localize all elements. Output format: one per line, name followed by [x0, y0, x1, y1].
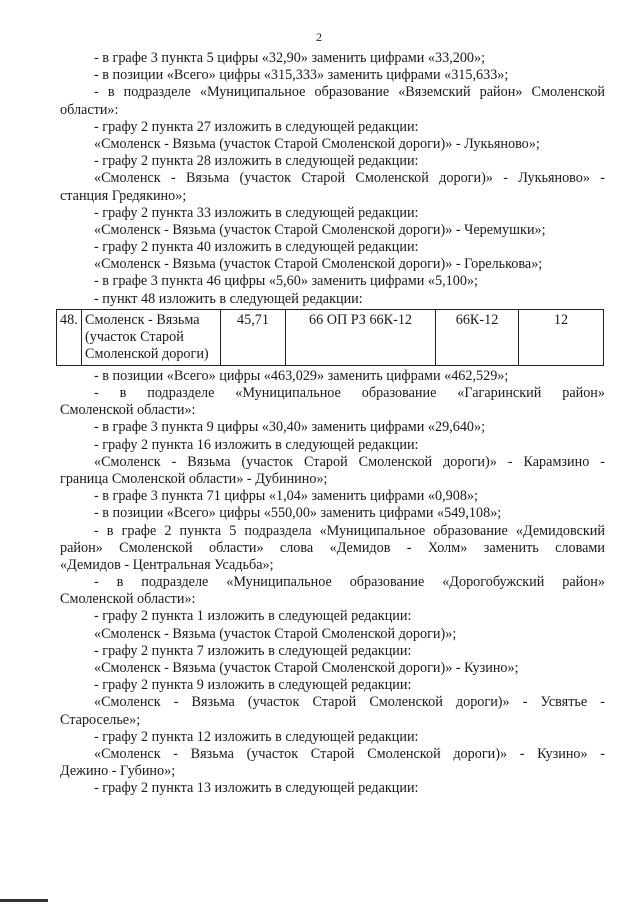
paragraph-line: - в графе 3 пункта 71 цифры «1,04» заменить цифрами «0,908»;: [94, 488, 478, 505]
paragraph-line: - в графе 3 пункта 5 цифры «32,90» заменить цифрами «33,200»;: [94, 50, 486, 66]
paragraph-line: - графу 2 пункта 28 изложить в следующей редакции:: [94, 153, 419, 170]
paragraph-line: - в позиции «Всего» цифры «463,029» заменить цифрами «462,529»;: [94, 367, 509, 384]
paragraph-line: - графу 2 пункта 40 изложить в следующей редакции:: [94, 239, 419, 256]
paragraph-line: Староселье»;: [60, 711, 141, 728]
paragraph-line: - графу 2 пункта 33 изложить в следующей редакции:: [94, 204, 419, 221]
paragraph-line: граница Смоленской области» - Дубинино»;: [60, 470, 328, 487]
paragraph-line: - в позиции «Всего» цифры «550,00» заменить цифрами «549,108»;: [94, 505, 502, 522]
paragraph-line: «Смоленск - Вязьма (участок Старой Смоленской дороги)» - Лукьяново» -: [94, 170, 605, 187]
cell-length: 45,71: [221, 309, 286, 365]
road-table: [60, 309, 605, 366]
paragraph-line: - пункт 48 изложить в следующей редакции:: [94, 290, 363, 307]
paragraph-line: «Смоленск - Вязьма (участок Старой Смоленской дороги)» - Усвятье -: [94, 694, 605, 711]
paragraph-line: Дежино - Губино»;: [60, 763, 176, 780]
document-body: [60, 50, 605, 798]
paragraph-line: - графу 2 пункта 1 изложить в следующей редакции:: [94, 608, 412, 625]
paragraph-line: - в графе 2 пункта 5 подраздела «Муниципальное образование «Демидовский: [94, 522, 605, 539]
paragraph-line: - графу 2 пункта 16 изложить в следующей редакции:: [94, 436, 419, 453]
cell-road-name: [82, 309, 221, 365]
paragraph-line: «Смоленск - Вязьма (участок Старой Смоленской дороги)» - Кузино» -: [94, 745, 605, 762]
scan-edge-mark: [0, 899, 48, 902]
paragraph-line: район» Смоленской области» слова «Демидов - Холм» заменить словами: [60, 539, 605, 556]
paragraph-line: «Смоленск - Вязьма (участок Старой Смоленской дороги)» - Карамзино -: [94, 453, 605, 470]
cell-short-code: 66К-12: [436, 309, 519, 365]
paragraph-line: «Смоленск - Вязьма (участок Старой Смоленской дороги)»;: [94, 625, 457, 642]
paragraph-line: Смоленской области»:: [60, 402, 196, 419]
paragraph-line: - графу 2 пункта 27 изложить в следующей редакции:: [94, 118, 419, 135]
road-name-line: (участок Старой: [85, 328, 184, 345]
paragraph-line: - в графе 3 пункта 9 цифры «30,40» заменить цифрами «29,640»;: [94, 419, 486, 436]
paragraph-line: «Смоленск - Вязьма (участок Старой Смоленской дороги)» - Черемушки»;: [94, 221, 546, 238]
paragraph-line: области»:: [60, 101, 119, 118]
paragraph-line: - графу 2 пункта 9 изложить в следующей редакции:: [94, 677, 412, 694]
paragraph-line: - графу 2 пункта 13 изложить в следующей редакции:: [94, 780, 419, 797]
paragraph-line: - в подразделе «Муниципальное образование «Дорогобужский район»: [94, 574, 605, 591]
paragraph-line: «Смоленск - Вязьма (участок Старой Смоленской дороги)» - Горелькова»;: [94, 256, 543, 273]
paragraph-line: Смоленской области»:: [60, 591, 196, 608]
paragraph-line: - в подразделе «Муниципальное образование «Вяземский район» Смоленской: [94, 84, 605, 101]
paragraph-line: - в подразделе «Муниципальное образование «Гагаринский район»: [94, 385, 605, 401]
paragraph-line: - графу 2 пункта 12 изложить в следующей редакции:: [94, 728, 419, 745]
cell-number: 48.: [57, 309, 82, 365]
paragraph-line: «Демидов - Центральная Усадьба»;: [60, 556, 274, 573]
paragraph-line: - в графе 3 пункта 46 цифры «5,60» заменить цифрами «5,100»;: [94, 273, 478, 290]
paragraph-line: - графу 2 пункта 7 изложить в следующей редакции:: [94, 642, 412, 659]
paragraph-line: - в позиции «Всего» цифры «315,333» заменить цифрами «315,633»;: [94, 67, 509, 84]
table-row: [56, 309, 604, 366]
page-number: 2: [316, 30, 322, 44]
paragraph-line: станция Гредякино»;: [60, 187, 187, 204]
cell-category: 12: [519, 309, 604, 365]
paragraph-line: «Смоленск - Вязьма (участок Старой Смоленской дороги)» - Кузино»;: [94, 660, 519, 676]
road-name-line: Смоленской дороги): [85, 345, 209, 362]
road-name-line: Смоленск - Вязьма: [85, 311, 200, 328]
paragraph-line: «Смоленск - Вязьма (участок Старой Смоленской дороги)» - Лукьяново»;: [94, 135, 540, 152]
cell-code: 66 ОП РЗ 66К-12: [286, 309, 436, 365]
